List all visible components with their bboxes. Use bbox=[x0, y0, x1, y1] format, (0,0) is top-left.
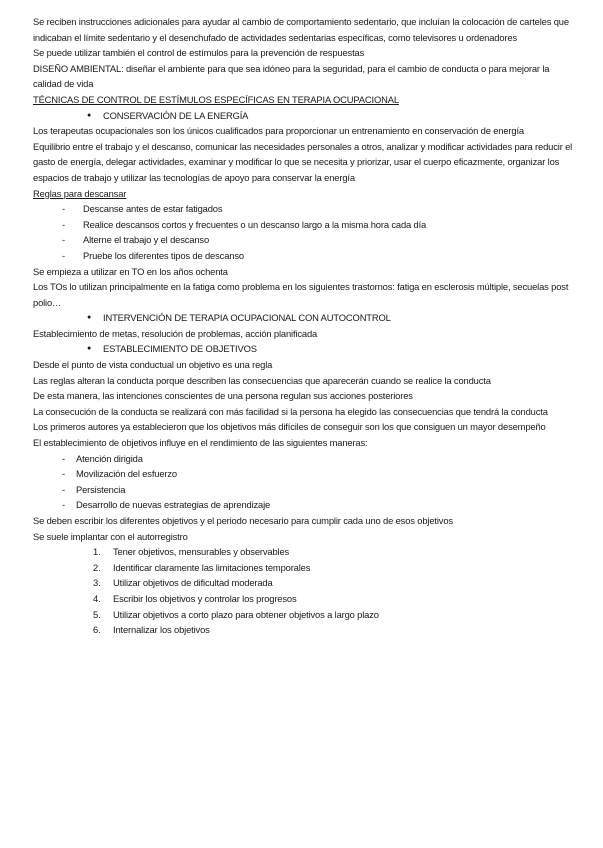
numbered-item bbox=[33, 622, 578, 638]
bullet-heading-objectives: ● ESTABLECIMIENTO DE OBJETIVOS bbox=[33, 341, 578, 357]
paragraph: Las reglas alteran la conducta porque describen las consecuencias que aparecerán cuando se realice la conducta bbox=[33, 374, 491, 386]
list-item: - Realice descansos cortos y frecuentes o un descanso largo a la misma hora cada día bbox=[33, 217, 578, 233]
paragraph: De esta manera, las intenciones conscientes de una persona regulan sus acciones posteriores bbox=[33, 390, 413, 402]
list-item: - Descanse antes de estar fatigados bbox=[33, 201, 578, 217]
item-number: 3. bbox=[93, 577, 101, 589]
list-item: - Alterne el trabajo y el descanso bbox=[33, 232, 578, 248]
list-item: - Desarrollo de nuevas estrategias de aprendizaje bbox=[33, 497, 578, 513]
item-text: Escribir los objetivos y controlar los progresos bbox=[113, 592, 297, 604]
paragraph: Equilibrio entre el trabajo y el descanso, comunicar las necesidades personales a otros, analizar y modificar actividades para reducir el gasto de energía, delegar actividades, examinar y modificar lo que se necesita y priorizar, usar el cuerpo eficazmente, organizar los espacios de trabajo y utilizar las tecnologías de apoyo para conservar la energía bbox=[33, 140, 573, 183]
item-number: 6. bbox=[93, 624, 101, 636]
list-item: - Pruebe los diferentes tipos de descanso bbox=[33, 248, 578, 264]
numbered-item bbox=[33, 575, 578, 591]
rules-list bbox=[33, 201, 578, 263]
paragraph: Se deben escribir los diferentes objetivos y el periodo necesario para cumplir cada uno de esos objetivos bbox=[33, 515, 453, 526]
document-body bbox=[33, 14, 578, 638]
paragraph: DISEÑO AMBIENTAL: diseñar el ambiente para que sea idóneo para la seguridad, para el cambio de conducta o para mejorar la calidad de vida bbox=[33, 62, 550, 90]
paragraph: Los TOs lo utilizan principalmente en la fatiga como problema en los siguientes trastornos: fatiga en esclerosis múltiple, secuelas post polio… bbox=[33, 281, 569, 308]
paragraph: El establecimiento de objetivos influye en el rendimiento de las siguientes maneras: bbox=[33, 437, 368, 449]
item-text: Tener objetivos, mensurables y observables bbox=[113, 546, 290, 558]
paragraph: Se suele implantar con el autorregistro bbox=[33, 530, 188, 542]
list-item: - Persistencia bbox=[33, 482, 578, 498]
item-number: 5. bbox=[93, 608, 101, 620]
bullet-heading-energy: ● CONSERVACIÓN DE LA ENERGÍA bbox=[33, 108, 578, 124]
paragraph: Se reciben instrucciones adicionales para ayudar al cambio de comportamiento sedentario, que incluían la colocación de carteles que indicaban el límite sedentario y el desenchufado de actividades sedentarias específicas, como televisores u ordenadores bbox=[33, 16, 569, 43]
paragraph: Se puede utilizar también el control de estímulos para la prevención de respuestas bbox=[33, 47, 365, 59]
paragraph: Establecimiento de metas, resolución de problemas, acción planificada bbox=[33, 327, 318, 339]
list-item: - Movilización del esfuerzo bbox=[33, 466, 578, 482]
bullet-heading-intervention: ● INTERVENCIÓN DE TERAPIA OCUPACIONAL CON AUTOCONTROL bbox=[33, 310, 578, 326]
numbered-item bbox=[33, 544, 578, 560]
item-text: Utilizar objetivos de dificultad moderada bbox=[113, 577, 273, 589]
item-number: 1. bbox=[93, 546, 101, 558]
paragraph: Los primeros autores ya establecieron que los objetivos más difíciles de conseguir son los que consiguen un mayor desempeño bbox=[33, 421, 546, 433]
paragraph: La consecución de la conducta se realizará con más facilidad si la persona ha elegido las consecuencias que tendrá la conducta bbox=[33, 405, 548, 417]
paragraph: Los terapeutas ocupacionales son los únicos cualificados para proporcionar un entrenamiento en conservación de energía bbox=[33, 125, 524, 137]
list-item: - Atención dirigida bbox=[33, 451, 578, 467]
rules-title: Reglas para descansar bbox=[33, 187, 127, 199]
item-text: Internalizar los objetivos bbox=[113, 624, 210, 636]
section-title: TÉCNICAS DE CONTROL DE ESTÍMULOS ESPECÍFICAS EN TERAPIA OCUPACIONAL bbox=[33, 93, 399, 105]
item-number: 4. bbox=[93, 592, 101, 604]
paragraph: Se empieza a utilizar en TO en los años ochenta bbox=[33, 265, 228, 277]
item-text: Utilizar objetivos a corto plazo para obtener objetivos a largo plazo bbox=[113, 608, 379, 620]
item-number: 2. bbox=[93, 561, 101, 573]
numbered-item bbox=[33, 607, 578, 623]
numbered-item bbox=[33, 591, 578, 607]
paragraph: Desde el punto de vista conductual un objetivo es una regla bbox=[33, 359, 273, 371]
numbered-item bbox=[33, 560, 578, 576]
numbered-list bbox=[33, 544, 578, 638]
item-text: Identificar claramente las limitaciones temporales bbox=[113, 561, 311, 573]
influence-list bbox=[33, 451, 578, 513]
